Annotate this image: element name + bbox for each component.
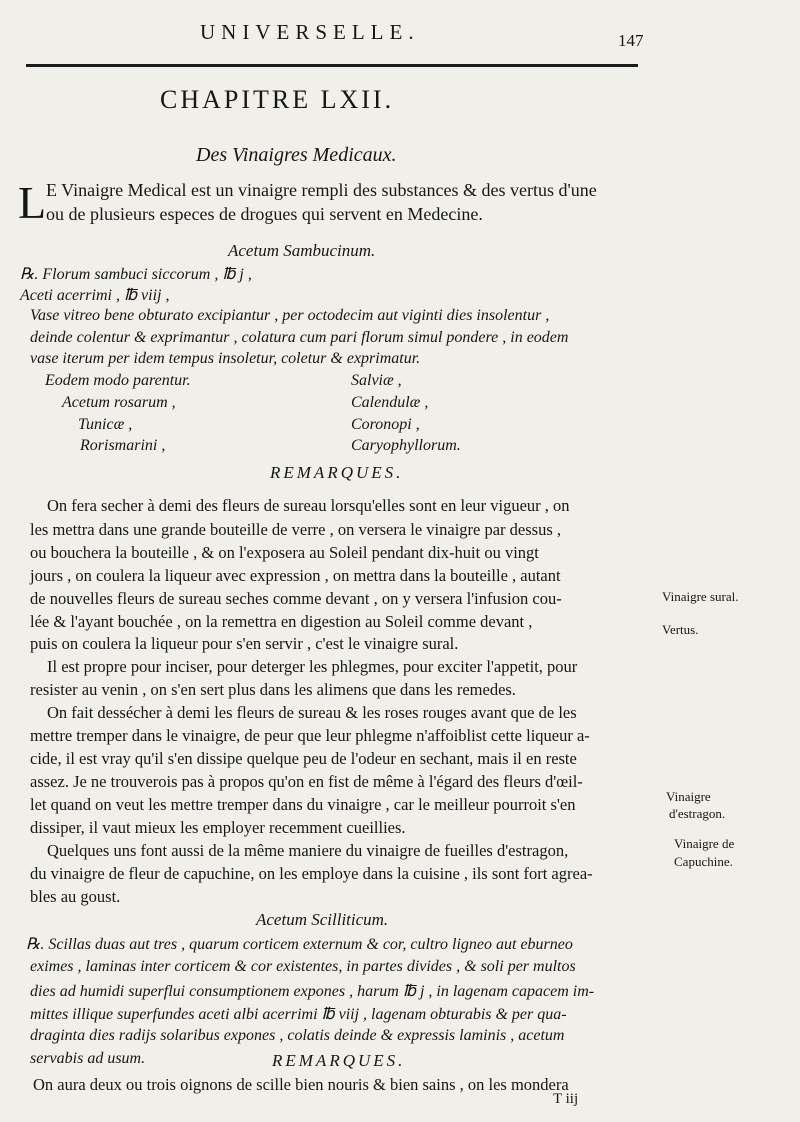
recipe-line: eximes , laminas inter corticem & cor existentes, in partes divides , & soli per multos <box>30 958 576 975</box>
recipe-title: Acetum Sambucinum. <box>228 241 376 260</box>
recipe-line: ℞. Scillas duas aut tres , quarum corticem externum & cor, cultro ligneo aut eburneo <box>26 936 573 953</box>
remarks-line: les mettra dans une grande bouteille de verre , on versera le vinaigre par dessus , <box>30 520 562 539</box>
remarks-line: Il est propre pour inciser, pour deterger les phlegmes, pour exciter l'appetit, pour <box>47 657 578 676</box>
recipe-parentur: Eodem modo parentur. <box>45 372 191 389</box>
recipe-line: dies ad humidi superflui consumptionem expones , harum ℔ j , in lagenam capacem im- <box>30 983 595 1000</box>
intro-line-1: E Vinaigre Medical est un vinaigre rempli des substances & des vertus d'une <box>46 180 597 200</box>
drop-cap: L <box>18 177 47 228</box>
ingredient-item: Salviæ , <box>351 372 402 389</box>
remarks-line: assez. Je ne trouverois pas à propos qu'on en fist de même à l'égard des fleurs d'œil- <box>30 772 583 791</box>
remarks-line: On aura deux ou trois oignons de scille bien nouris & bien sains , on les mondera <box>33 1075 569 1094</box>
remarks-line: lée & l'ayant bouchée , on la remettra en digestion au Soleil comme devant , <box>30 612 533 631</box>
remarks-line: bles au goust. <box>30 887 121 906</box>
remarks-line: puis on coulera la liqueur pour s'en servir , c'est le vinaigre sural. <box>30 634 459 653</box>
recipe-line: Aceti acerrimi , ℔ viij , <box>20 287 170 304</box>
ingredient-item: Acetum rosarum , <box>62 394 176 411</box>
remarks-line: jours , on coulera la liqueur avec expression , on mettra dans la bouteille , autant <box>30 566 561 585</box>
remarks-line: On fera secher à demi des fleurs de sureau lorsqu'elles sont en leur vigueur , on <box>47 496 570 515</box>
remarks-heading: REMARQUES. <box>272 1051 406 1070</box>
remarks-line: resister au venin , on s'en sert plus dans les alimens que dans les remedes. <box>30 680 516 699</box>
margin-note: Capuchine. <box>674 854 733 869</box>
remarks-line: On fait dessécher à demi les fleurs de sureau & les roses rouges avant que de les <box>47 703 577 722</box>
remarks-line: mettre tremper dans le vinaigre, de peur que leur phlegme n'affoiblist cette liqueur a- <box>30 726 590 745</box>
ingredient-item: Calendulæ , <box>351 394 429 411</box>
margin-note: Vinaigre <box>666 789 711 804</box>
margin-note: Vertus. <box>662 622 699 637</box>
recipe-line: ℞. Florum sambuci siccorum , ℔ j , <box>20 266 252 283</box>
header-rule <box>26 64 638 67</box>
page-number: 147 <box>618 31 644 50</box>
recipe-title: Acetum Scilliticum. <box>256 910 389 929</box>
remarks-line: ou bouchera la bouteille , & on l'exposera au Soleil pendant dix-huit ou vingt <box>30 543 539 562</box>
margin-note: Vinaigre de <box>674 836 735 851</box>
remarks-line: du vinaigre de fleur de capuchine, on les employe dans la cuisine , ils sont fort agrea- <box>30 864 593 883</box>
recipe-line: draginta dies radijs solaribus expones , colatis deinde & expressis laminis , acetum <box>30 1027 565 1044</box>
ingredient-item: Caryophyllorum. <box>351 437 461 454</box>
signature-mark: T iij <box>553 1091 579 1107</box>
margin-note: d'estragon. <box>669 806 726 821</box>
recipe-line: mittes illique superfundes aceti albi acerrimi ℔ viij , lagenam obturabis & per qua- <box>30 1006 567 1023</box>
ingredient-item: Tunicæ , <box>78 416 133 433</box>
chapter-title: CHAPITRE LXII. <box>160 85 395 114</box>
ingredient-item: Coronopi , <box>351 416 420 433</box>
running-head: UNIVERSELLE. <box>200 20 420 44</box>
remarks-line: de nouvelles fleurs de sureau seches comme devant , on y versera l'infusion cou- <box>30 589 562 608</box>
recipe-line: servabis ad usum. <box>30 1050 146 1067</box>
remarks-heading: REMARQUES. <box>270 463 404 482</box>
margin-note: Vinaigre sural. <box>662 589 739 604</box>
remarks-line: cide, il est vray qu'il s'en dissipe quelque peu de l'odeur en sechant, mais il en reste <box>30 749 577 768</box>
recipe-line: Vase vitreo bene obturato excipiantur , per octodecim aut viginti dies insolentur , <box>30 307 550 324</box>
remarks-line: let quand on veut les mettre tremper dans du vinaigre , car le meilleur pourroit s'en <box>30 795 576 814</box>
remarks-line: dissiper, il vaut mieux les employer recemment cueillies. <box>30 818 406 837</box>
intro-line-2: ou de plusieurs especes de drogues qui servent en Medecine. <box>46 204 483 224</box>
ingredient-item: Rorismarini , <box>80 437 166 454</box>
recipe-line: deinde colentur & exprimantur , colatura cum pari florum simul pondere , in eodem <box>30 329 569 346</box>
remarks-line: Quelques uns font aussi de la même maniere du vinaigre de fueilles d'estragon, <box>47 841 569 860</box>
recipe-line: vase iterum per idem tempus insoletur, coletur & exprimatur. <box>30 350 421 367</box>
section-title: Des Vinaigres Medicaux. <box>196 144 397 166</box>
